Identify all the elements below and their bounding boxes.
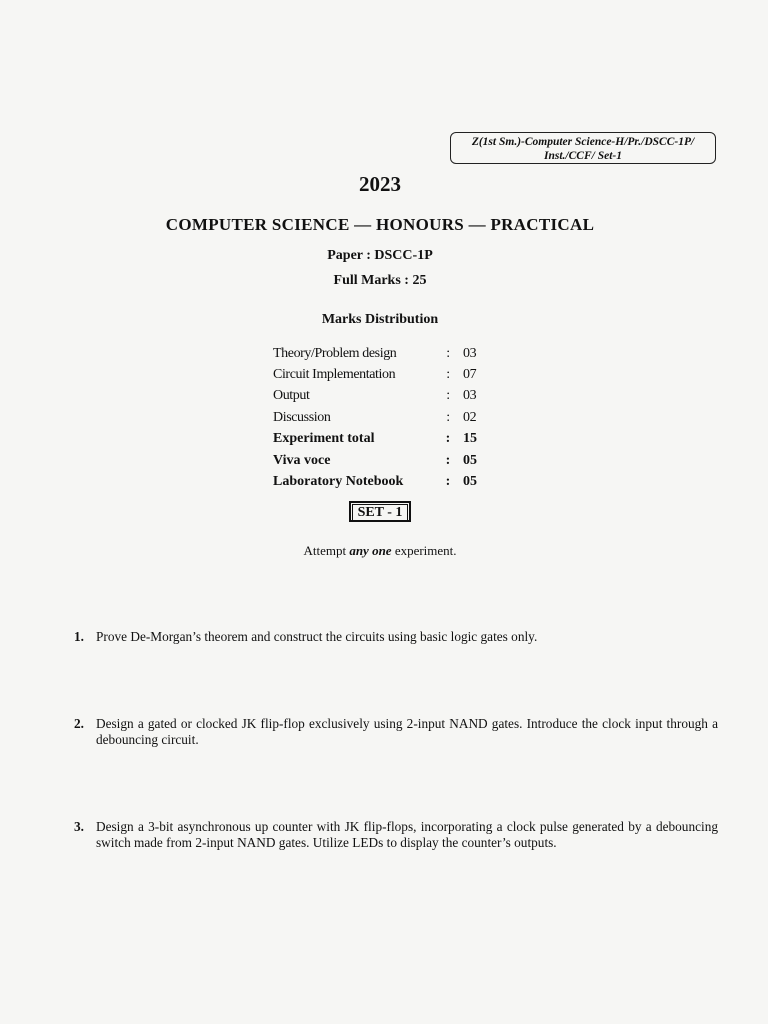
marks-distribution-table: [273, 343, 493, 493]
distribution-row-total: [273, 471, 493, 492]
distribution-separator: :: [445, 431, 451, 447]
paper-code-line1: Z(1st Sm.)-Computer Science-H/Pr./DSCC-1P/: [471, 136, 695, 148]
distribution-label: Output: [273, 388, 310, 404]
question-text: Prove De-Morgan’s theorem and construct the circuits using basic logic gates only.: [96, 629, 538, 644]
instruction-after: experiment.: [391, 543, 457, 558]
distribution-value: 03: [463, 388, 477, 404]
instruction-line: [0, 543, 760, 559]
paper-code-line2: Inst./CCF/ Set-1: [544, 150, 622, 162]
question-item: [74, 819, 718, 851]
distribution-row-total: [273, 450, 493, 471]
distribution-row: [273, 386, 493, 407]
question-number: 3.: [74, 819, 84, 834]
instruction-before: Attempt: [303, 543, 350, 558]
subject-title: COMPUTER SCIENCE — HONOURS — PRACTICAL: [165, 215, 595, 234]
distribution-label: Discussion: [273, 409, 331, 425]
question-number: 2.: [74, 716, 84, 731]
distribution-separator: :: [446, 388, 450, 404]
distribution-label: Viva voce: [273, 452, 331, 468]
set-label-box: [349, 501, 411, 522]
distribution-label: Experiment total: [273, 431, 375, 447]
distribution-separator: :: [445, 452, 451, 468]
distribution-separator: :: [446, 345, 450, 361]
distribution-value: 15: [463, 431, 477, 447]
question-text: Design a gated or clocked JK flip-flop exclusively using 2-input NAND gates. Introduce the clock input through a debouncing circuit.: [96, 716, 718, 747]
distribution-row: [273, 343, 493, 364]
distribution-separator: :: [446, 409, 450, 425]
distribution-value: 03: [463, 345, 477, 361]
distribution-value: 02: [463, 409, 477, 425]
distribution-value: 05: [463, 452, 477, 468]
paper-code: Paper : DSCC-1P: [327, 248, 433, 263]
distribution-label: Circuit Implementation: [273, 367, 396, 383]
distribution-separator: :: [445, 474, 451, 490]
full-marks: Full Marks : 25: [333, 273, 427, 288]
exam-year: 2023: [359, 172, 401, 196]
paper-code-box: [450, 132, 716, 164]
question-number: 1.: [74, 629, 84, 644]
set-label: SET - 1: [352, 504, 408, 522]
question-text: Design a 3-bit asynchronous up counter with JK flip-flops, incorporating a clock pulse generated by a debouncing switch made from 2-input NAND gates. Utilize LEDs to display the counter’s outputs.: [96, 819, 718, 850]
question-item: [74, 716, 718, 748]
question-item: [74, 629, 718, 645]
distribution-row-total: [273, 429, 493, 450]
distribution-label: Theory/Problem design: [273, 345, 397, 361]
distribution-value: 05: [463, 474, 477, 490]
instruction-emphasis: any one: [349, 543, 392, 558]
distribution-label: Laboratory Notebook: [273, 474, 404, 490]
distribution-separator: :: [446, 367, 450, 383]
marks-distribution-title: Marks Distribution: [321, 312, 439, 327]
distribution-value: 07: [463, 367, 477, 383]
distribution-row: [273, 407, 493, 428]
distribution-row: [273, 364, 493, 385]
